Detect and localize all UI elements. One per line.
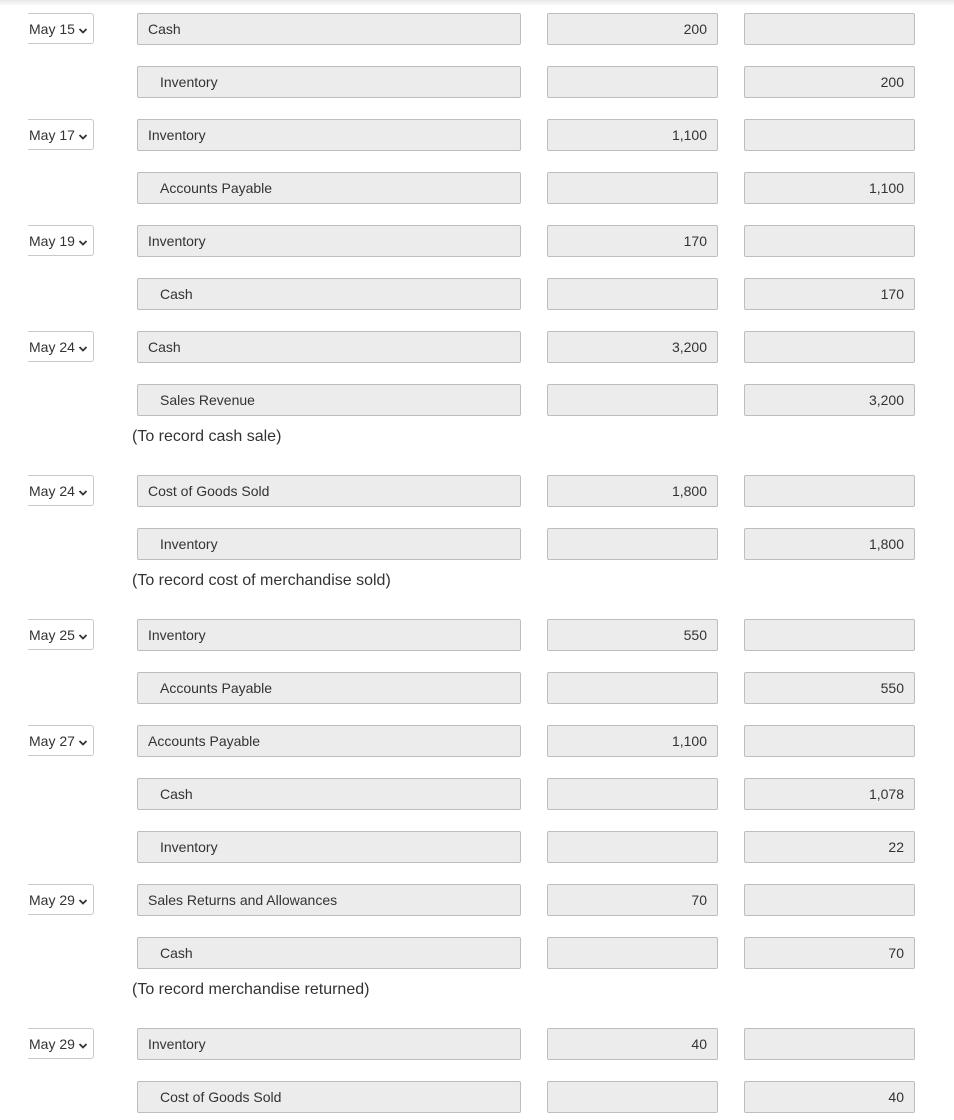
- credit-field[interactable]: 1,100: [744, 172, 915, 204]
- date-select[interactable]: [28, 1028, 94, 1059]
- chevron-down-icon: [78, 341, 88, 351]
- chevron-down-icon: [78, 1038, 88, 1048]
- account-title-field[interactable]: Inventory: [137, 119, 521, 151]
- credit-field[interactable]: 3,200: [744, 384, 915, 416]
- credit-field[interactable]: 1,078: [744, 778, 915, 810]
- debit-field[interactable]: 1,100: [547, 119, 718, 151]
- account-title-field[interactable]: Inventory: [137, 1028, 521, 1060]
- debit-field[interactable]: 40: [547, 1028, 718, 1060]
- account-title-field[interactable]: Cash: [137, 13, 521, 45]
- date-select[interactable]: [28, 13, 94, 44]
- credit-field[interactable]: [744, 725, 915, 757]
- chevron-down-icon: [78, 894, 88, 904]
- account-title-field[interactable]: Inventory: [137, 66, 521, 98]
- date-value: May 19: [29, 233, 75, 249]
- date-select[interactable]: [28, 225, 94, 256]
- date-select[interactable]: [28, 119, 94, 150]
- debit-field[interactable]: [547, 1081, 718, 1113]
- date-select[interactable]: [28, 619, 94, 650]
- account-title-field[interactable]: Accounts Payable: [137, 672, 521, 704]
- credit-field[interactable]: 22: [744, 831, 915, 863]
- account-title-field[interactable]: Cost of Goods Sold: [137, 475, 521, 507]
- debit-field[interactable]: 3,200: [547, 331, 718, 363]
- credit-field[interactable]: 40: [744, 1081, 915, 1113]
- account-title-field[interactable]: Inventory: [137, 528, 521, 560]
- date-value: May 24: [29, 483, 75, 499]
- debit-field[interactable]: [547, 384, 718, 416]
- debit-field[interactable]: [547, 528, 718, 560]
- chevron-down-icon: [78, 235, 88, 245]
- entry-explanation: (To record merchandise returned): [132, 981, 370, 998]
- account-title-field[interactable]: Accounts Payable: [137, 172, 521, 204]
- chevron-down-icon: [78, 485, 88, 495]
- debit-field[interactable]: 1,800: [547, 475, 718, 507]
- account-title-field[interactable]: Inventory: [137, 831, 521, 863]
- date-value: May 29: [29, 892, 75, 908]
- credit-field[interactable]: [744, 884, 915, 916]
- account-title-field[interactable]: Cash: [137, 278, 521, 310]
- account-title-field[interactable]: Inventory: [137, 225, 521, 257]
- credit-field[interactable]: [744, 225, 915, 257]
- credit-field[interactable]: 550: [744, 672, 915, 704]
- debit-field[interactable]: 70: [547, 884, 718, 916]
- credit-field[interactable]: 70: [744, 937, 915, 969]
- debit-field[interactable]: 170: [547, 225, 718, 257]
- date-value: May 29: [29, 1036, 75, 1052]
- date-value: May 15: [29, 21, 75, 37]
- credit-field[interactable]: [744, 1028, 915, 1060]
- entry-explanation: (To record cost of merchandise sold): [132, 572, 391, 589]
- chevron-down-icon: [78, 129, 88, 139]
- date-value: May 24: [29, 339, 75, 355]
- account-title-field[interactable]: Cost of Goods Sold: [137, 1081, 521, 1113]
- credit-field[interactable]: 200: [744, 66, 915, 98]
- date-select[interactable]: [28, 884, 94, 915]
- top-shadow: [0, 0, 954, 6]
- debit-field[interactable]: [547, 66, 718, 98]
- account-title-field[interactable]: Cash: [137, 331, 521, 363]
- date-value: May 25: [29, 627, 75, 643]
- account-title-field[interactable]: Cash: [137, 778, 521, 810]
- debit-field[interactable]: 550: [547, 619, 718, 651]
- date-value: May 17: [29, 127, 75, 143]
- debit-field[interactable]: 200: [547, 13, 718, 45]
- account-title-field[interactable]: Inventory: [137, 619, 521, 651]
- account-title-field[interactable]: Sales Revenue: [137, 384, 521, 416]
- chevron-down-icon: [78, 735, 88, 745]
- credit-field[interactable]: [744, 475, 915, 507]
- chevron-down-icon: [78, 23, 88, 33]
- debit-field[interactable]: [547, 778, 718, 810]
- credit-field[interactable]: [744, 119, 915, 151]
- chevron-down-icon: [78, 629, 88, 639]
- date-select[interactable]: [28, 475, 94, 506]
- debit-field[interactable]: [547, 278, 718, 310]
- credit-field[interactable]: [744, 13, 915, 45]
- credit-field[interactable]: 170: [744, 278, 915, 310]
- account-title-field[interactable]: Accounts Payable: [137, 725, 521, 757]
- credit-field[interactable]: 1,800: [744, 528, 915, 560]
- debit-field[interactable]: [547, 831, 718, 863]
- credit-field[interactable]: [744, 331, 915, 363]
- debit-field[interactable]: 1,100: [547, 725, 718, 757]
- account-title-field[interactable]: Sales Returns and Allowances: [137, 884, 521, 916]
- debit-field[interactable]: [547, 937, 718, 969]
- debit-field[interactable]: [547, 172, 718, 204]
- debit-field[interactable]: [547, 672, 718, 704]
- credit-field[interactable]: [744, 619, 915, 651]
- date-select[interactable]: [28, 331, 94, 362]
- account-title-field[interactable]: Cash: [137, 937, 521, 969]
- date-select[interactable]: [28, 725, 94, 756]
- entry-explanation: (To record cash sale): [132, 428, 282, 445]
- date-value: May 27: [29, 733, 75, 749]
